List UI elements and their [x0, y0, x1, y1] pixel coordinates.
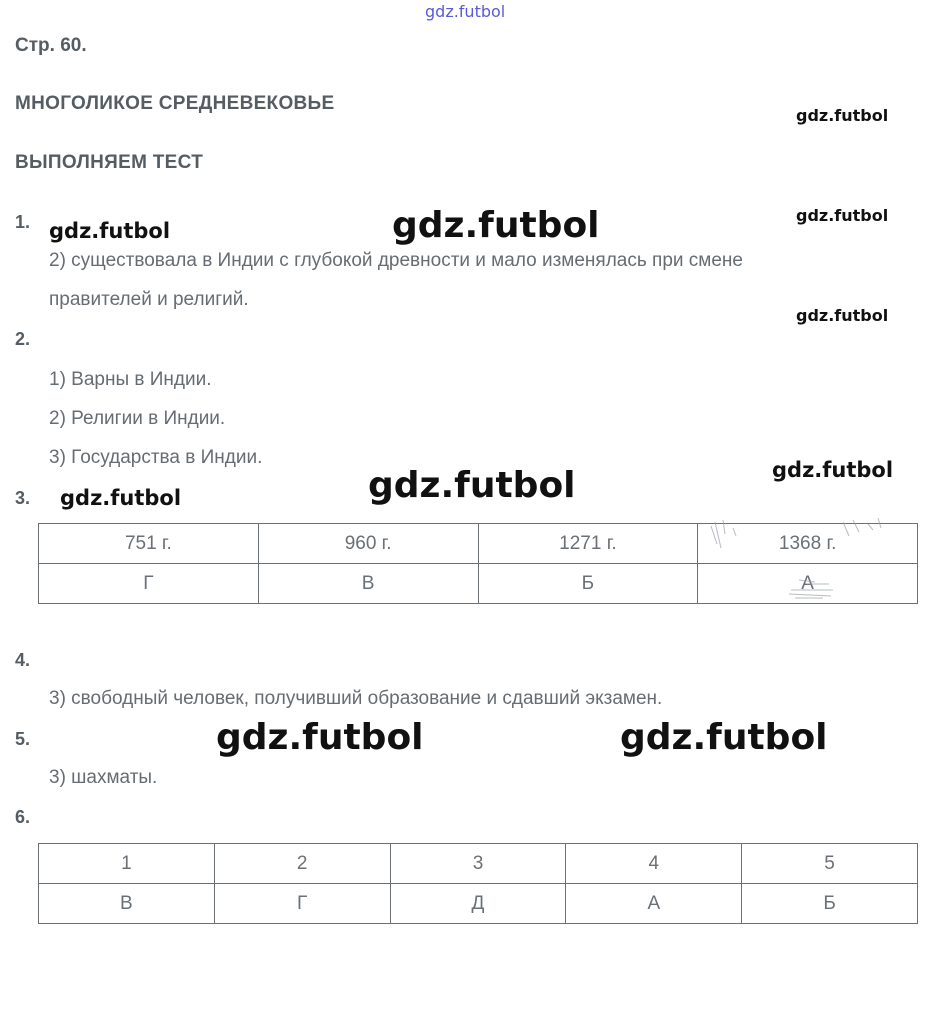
table-row [39, 884, 918, 924]
watermark: gdz.futbol [392, 205, 600, 246]
answer-line: 3) шахматы. [49, 767, 158, 788]
watermark: gdz.futbol [620, 717, 828, 758]
answer-line: правителей и религий. [49, 289, 249, 310]
answer-table-q6 [38, 843, 918, 924]
table-cell: 1 [39, 844, 215, 884]
table-cell: Г [39, 564, 259, 604]
question-number: 3. [15, 488, 31, 508]
watermark: gdz.futbol [49, 219, 171, 243]
table-cell: 1271 г. [478, 524, 698, 564]
table-cell: 5 [742, 844, 918, 884]
question-number: 6. [15, 807, 31, 827]
table-cell: 960 г. [258, 524, 478, 564]
table-cell: 1368 г. [698, 524, 918, 564]
table-cell: Б [742, 884, 918, 924]
table-cell: 3 [390, 844, 566, 884]
watermark: gdz.futbol [368, 465, 576, 506]
question-number: 1. [15, 212, 31, 232]
page-reference: Стр. 60. [15, 35, 87, 56]
table-cell: 2 [214, 844, 390, 884]
question-number: 2. [15, 329, 31, 349]
question-number: 4. [15, 650, 31, 670]
watermark: gdz.futbol [772, 458, 894, 482]
scan-artifact-scribble [703, 514, 893, 609]
table-cell: А [698, 564, 918, 604]
answer-line: 2) Религии в Индии. [49, 408, 226, 429]
answer-line: 1) Варны в Индии. [49, 369, 212, 390]
chapter-title: МНОГОЛИКОЕ СРЕДНЕВЕКОВЬЕ [15, 93, 335, 114]
answer-line: 3) Государства в Индии. [49, 447, 263, 468]
table-cell: Г [214, 884, 390, 924]
table-cell: 751 г. [39, 524, 259, 564]
table-cell: Б [478, 564, 698, 604]
watermark: gdz.futbol [60, 486, 182, 510]
watermark-link[interactable]: gdz.futbol [425, 2, 506, 21]
table-cell: А [566, 884, 742, 924]
watermark: gdz.futbol [796, 106, 889, 125]
watermark: gdz.futbol [796, 306, 889, 325]
table-cell: В [258, 564, 478, 604]
watermark: gdz.futbol [216, 717, 424, 758]
answer-line: 3) свободный человек, получивший образование и сдавший экзамен. [49, 688, 663, 709]
table-cell: В [39, 884, 215, 924]
section-title: ВЫПОЛНЯЕМ ТЕСТ [15, 152, 204, 173]
table-cell: 4 [566, 844, 742, 884]
table-cell: Д [390, 884, 566, 924]
table-row [39, 844, 918, 884]
watermark: gdz.futbol [796, 206, 889, 225]
answer-line: 2) существовала в Индии с глубокой древности и мало изменялась при смене [49, 250, 743, 271]
question-number: 5. [15, 729, 31, 749]
